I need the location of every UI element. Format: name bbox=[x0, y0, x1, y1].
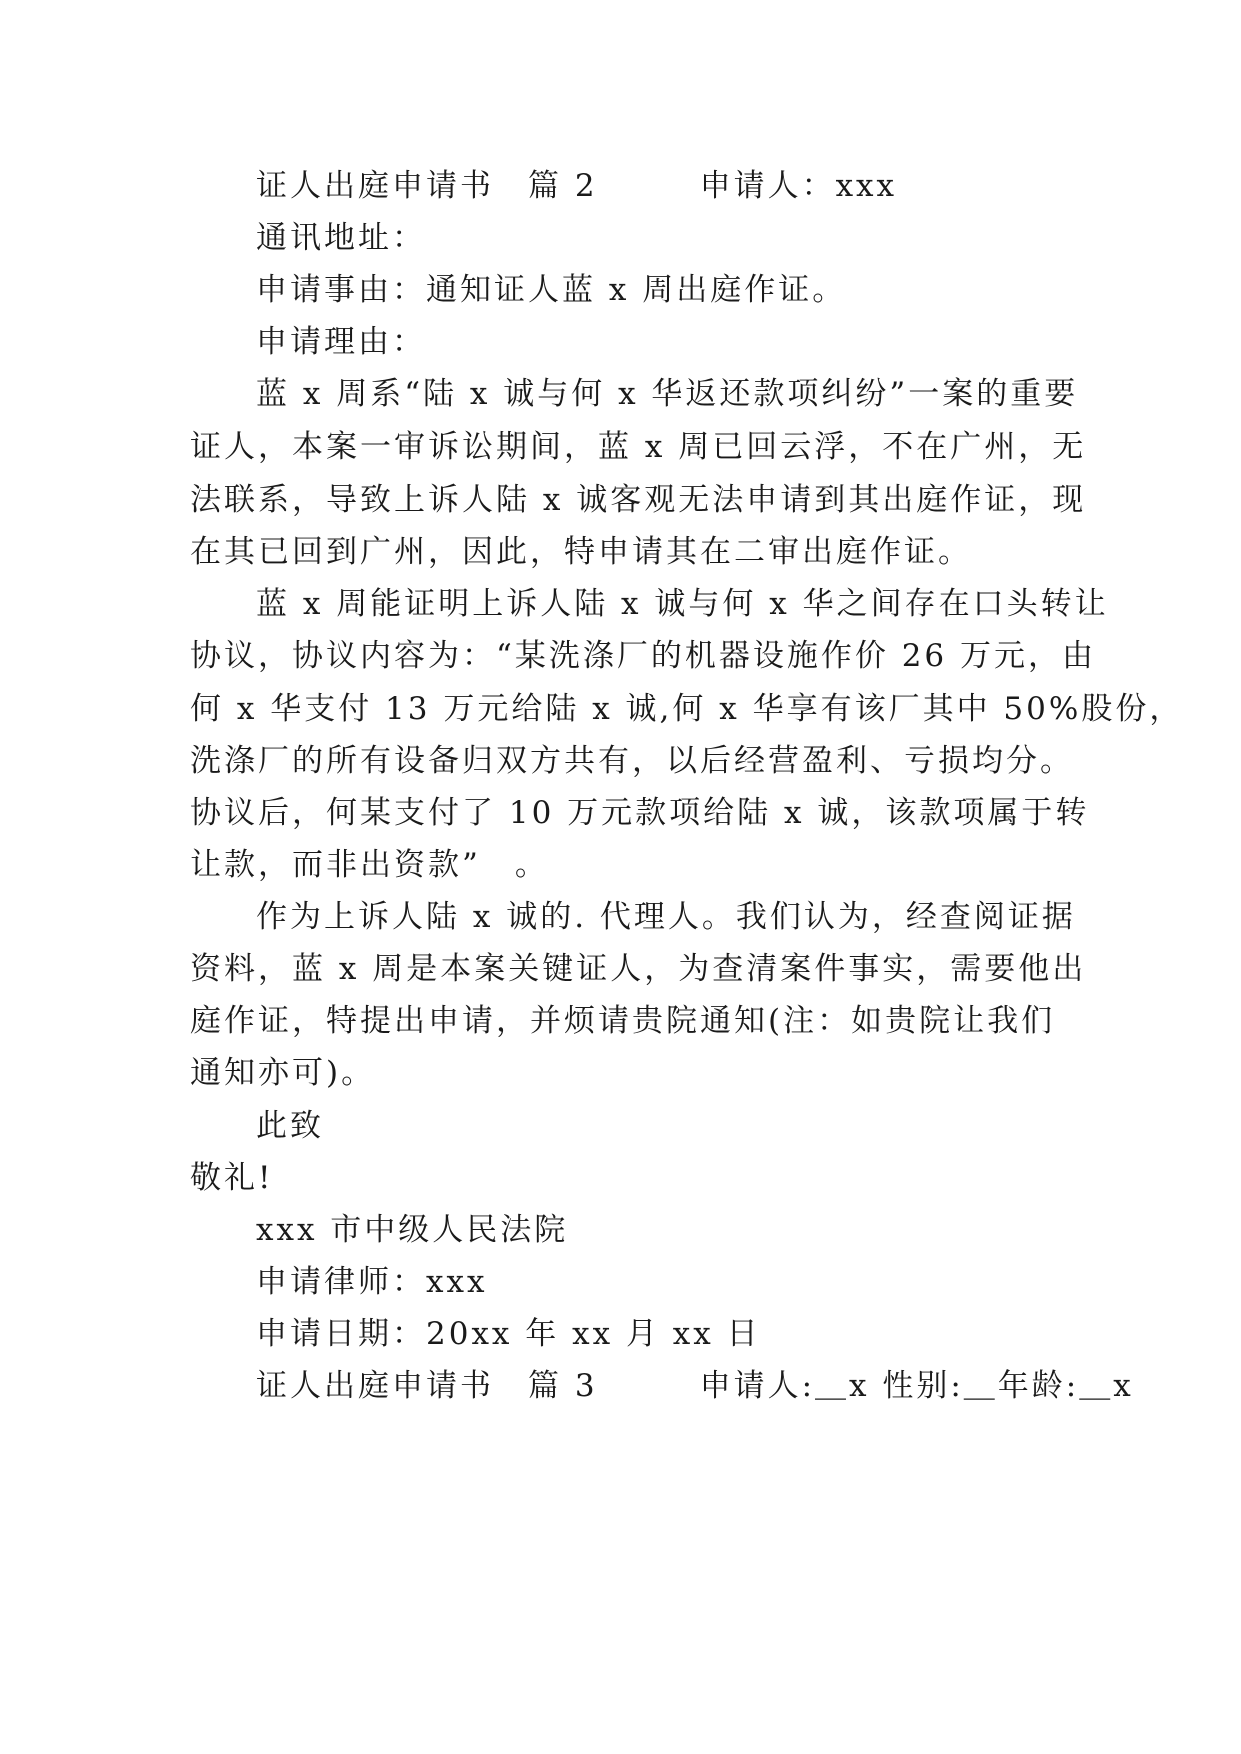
paragraph-line: 法联系，导致上诉人陆 x 诚客观无法申请到其出庭作证，现 bbox=[190, 482, 1087, 518]
paragraph-line: 蓝 x 周能证明上诉人陆 x 诚与何 x 华之间存在口头转让 bbox=[256, 586, 1109, 622]
paragraph-line: 蓝 x 周系“陆 x 诚与何 x 华返还款项纠纷”一案的重要 bbox=[256, 376, 1079, 412]
grounds-label: 申请理由： bbox=[256, 324, 426, 360]
paragraph-line: 协议，协议内容为：“某洗涤厂的机器设施作价 26 万元，由 bbox=[190, 638, 1096, 674]
address-line: 通讯地址： bbox=[256, 220, 426, 256]
salutation-line: 此致 bbox=[256, 1108, 324, 1144]
next-heading-line: 证人出庭申请书 篇 3 申请人:＿x 性别:＿年龄:＿x bbox=[256, 1368, 1134, 1404]
paragraph-line: 让款，而非出资款” 。 bbox=[190, 847, 549, 883]
lawyer-line: 申请律师：xxx bbox=[256, 1264, 488, 1300]
paragraph-line: 在其已回到广州，因此，特申请其在二审出庭作证。 bbox=[190, 534, 972, 570]
paragraph-line: 协议后，何某支付了 10 万元款项给陆 x 诚，该款项属于转 bbox=[190, 795, 1090, 831]
closing-line: 敬礼! bbox=[190, 1160, 274, 1196]
paragraph-line: 证人，本案一审诉讼期间，蓝 x 周已回云浮，不在广州，无 bbox=[190, 429, 1087, 465]
paragraph-line: 通知亦可)。 bbox=[190, 1055, 376, 1091]
paragraph-line: 何 x 华支付 13 万元给陆 x 诚,何 x 华享有该厂其中 50%股份， bbox=[190, 691, 1184, 727]
court-name: xxx 市中级人民法院 bbox=[256, 1212, 569, 1248]
paragraph-line: 作为上诉人陆 x 诚的. 代理人。我们认为，经查阅证据 bbox=[256, 899, 1076, 935]
date-line: 申请日期：20xx 年 xx 月 xx 日 bbox=[256, 1316, 761, 1352]
heading-line: 证人出庭申请书 篇 2 申请人：xxx bbox=[256, 168, 898, 204]
reason-line: 申请事由：通知证人蓝 x 周出庭作证。 bbox=[256, 272, 847, 308]
paragraph-line: 洗涤厂的所有设备归双方共有，以后经营盈利、亏损均分。 bbox=[190, 743, 1074, 779]
paragraph-line: 庭作证，特提出申请，并烦请贵院通知(注：如贵院让我们 bbox=[190, 1003, 1056, 1039]
paragraph-line: 资料，蓝 x 周是本案关键证人，为查清案件事实，需要他出 bbox=[190, 951, 1087, 987]
